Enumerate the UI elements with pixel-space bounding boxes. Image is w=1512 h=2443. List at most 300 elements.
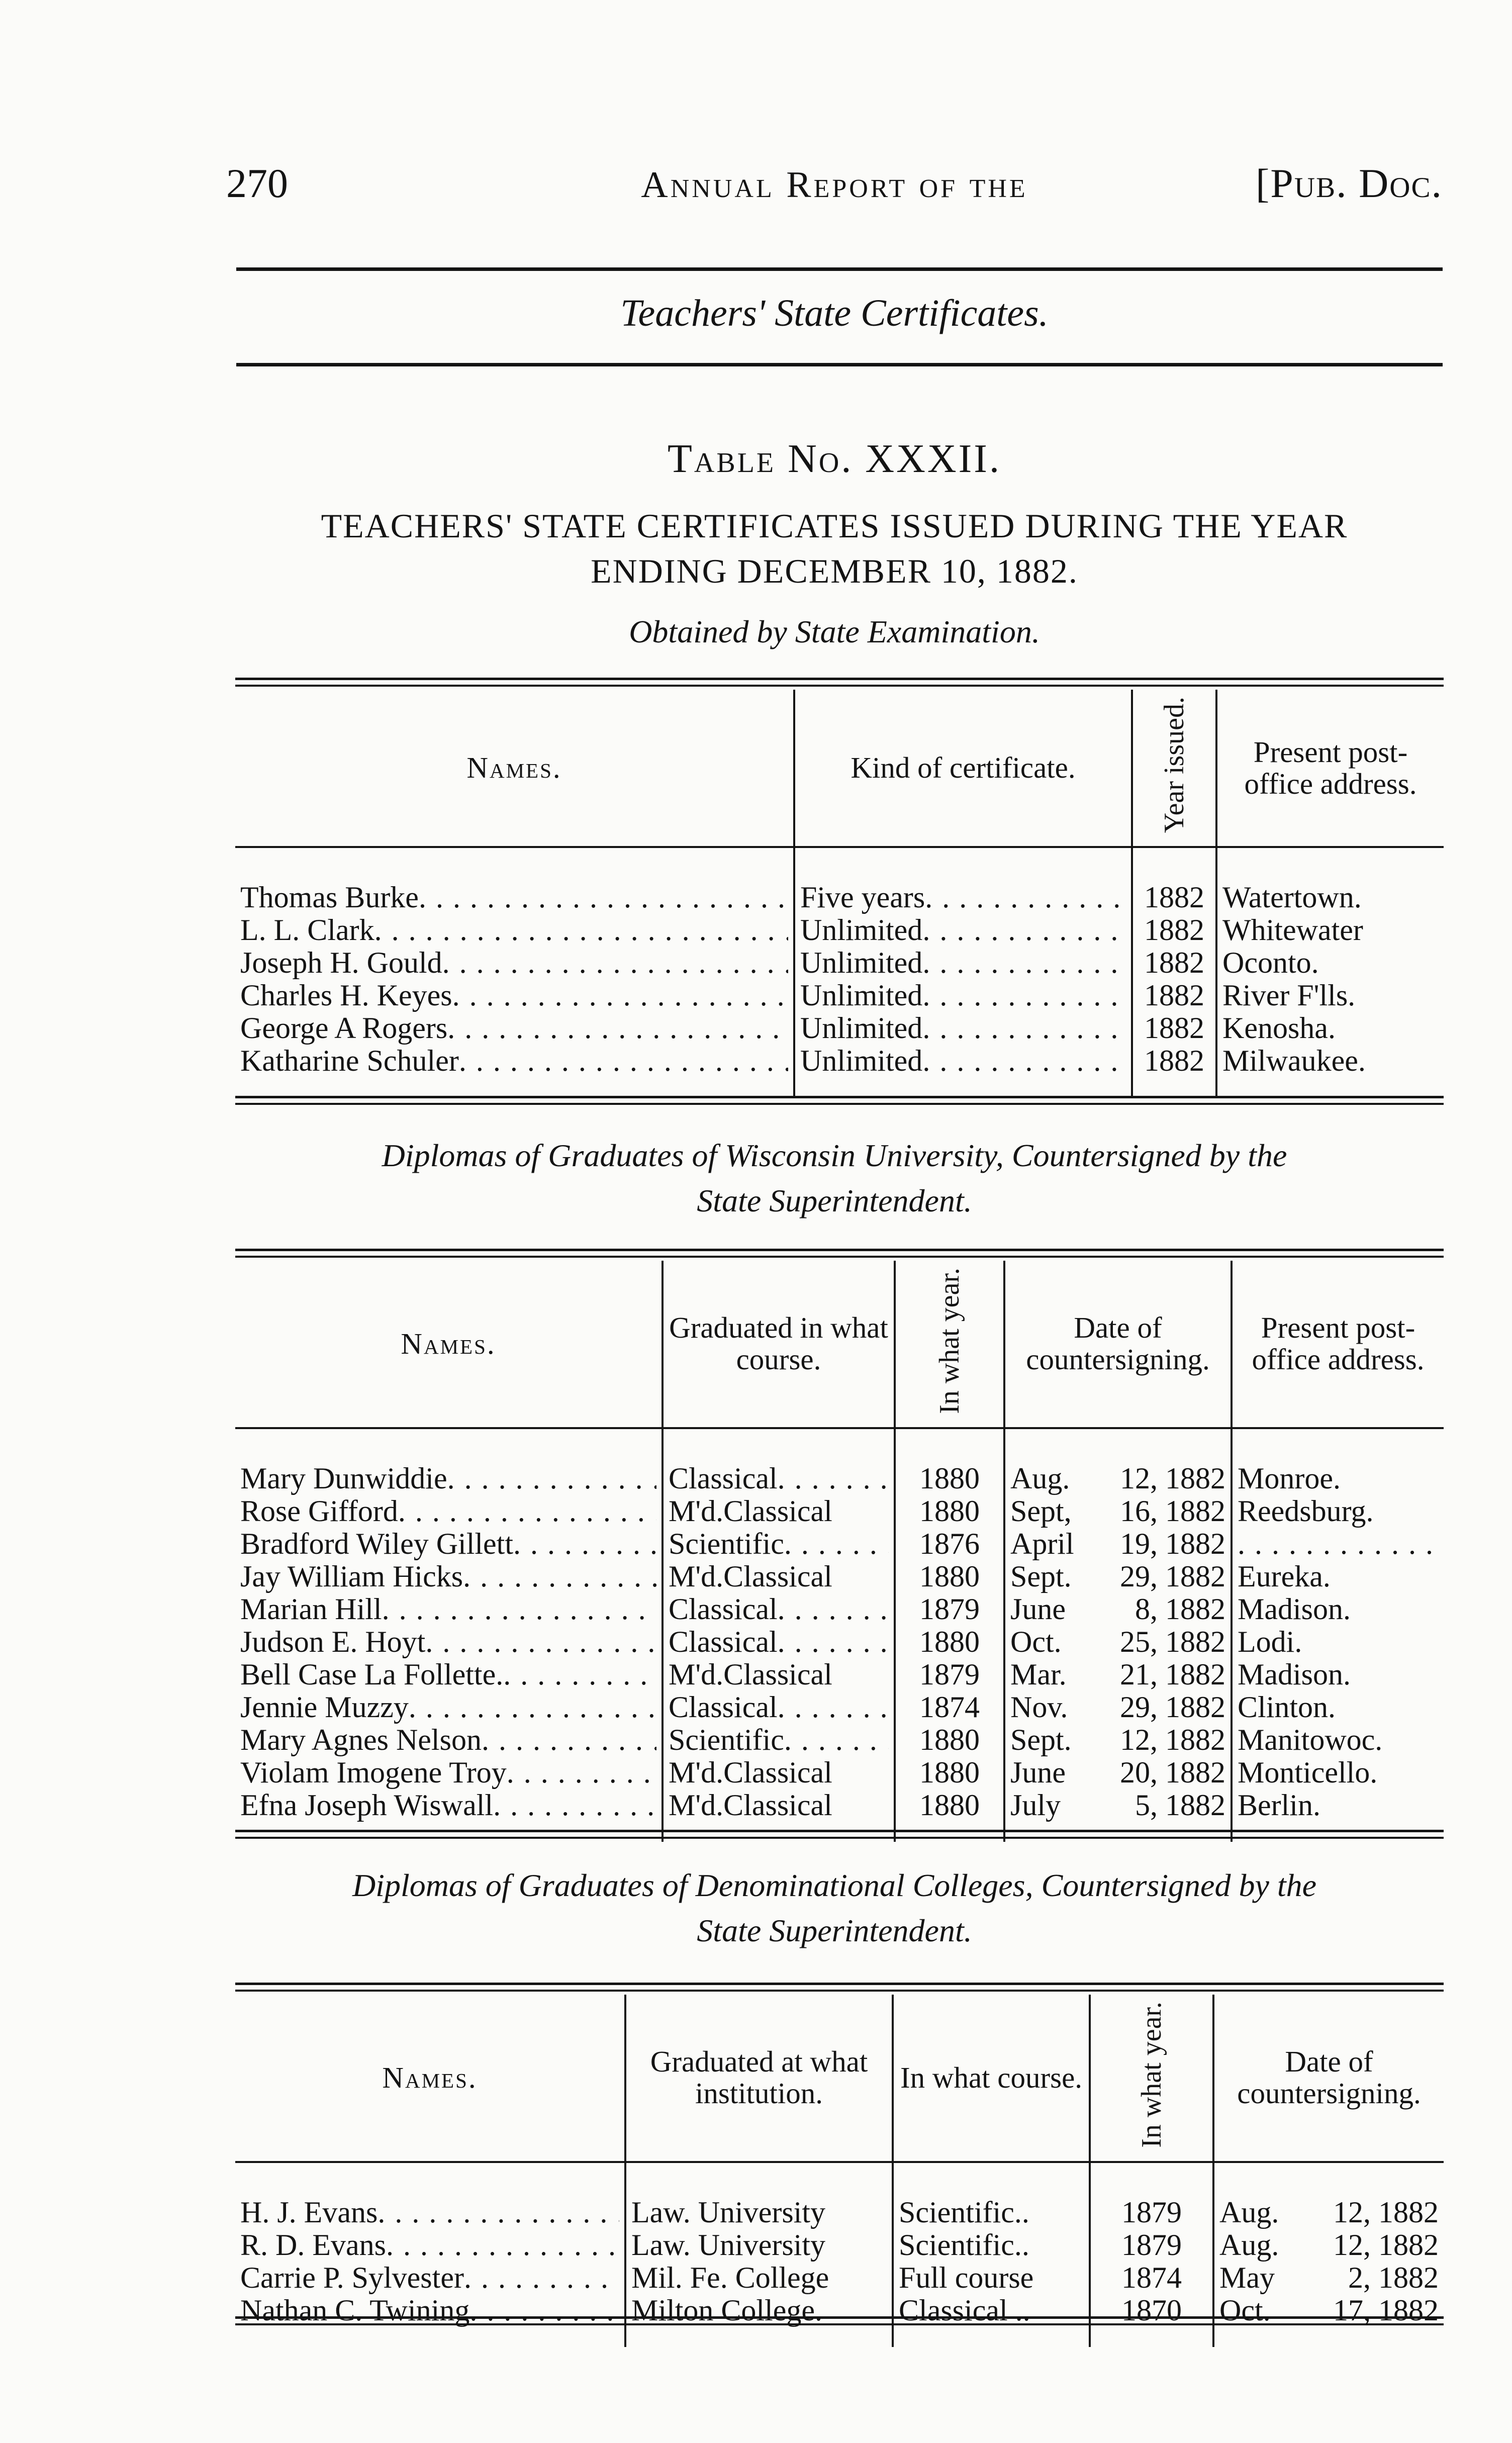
exam-year-cell [1132,914,1216,947]
university-course-cell [663,1528,895,1560]
exam-name-cell-text: Thomas Burke [240,881,419,914]
denominational-header-date: Date of countersigning. [1213,1995,1444,2162]
university-table-body [235,1428,1444,1842]
university-address-cell [1232,1528,1444,1560]
university-date-cell-month: June [1010,1592,1066,1626]
exam-kind-cell-wrap [800,1012,1126,1045]
university-address-cell-text: Reedsburg. [1238,1494,1374,1528]
exam-year-cell-text: 1882 [1144,914,1204,947]
exam-name-cell-wrap [240,881,788,914]
denominational-name-cell-wrap [240,2262,619,2294]
exam-kind-cell-wrap [800,1045,1126,1077]
university-table [235,1261,1444,1842]
denominational-course-cell [893,2262,1090,2294]
exam-name-cell [235,947,794,979]
university-header-date: Date of countersigning. [1004,1261,1232,1428]
university-address-cell-wrap [1238,1528,1439,1560]
university-date-cell-day: 8, 1882 [1135,1592,1225,1626]
dot-leader [482,1724,656,1756]
denominational-institution-cell-text: Law. University [631,2228,826,2262]
denominational-header-institution: Graduated at what institution. [625,1995,893,2162]
university-year-cell [895,1626,1004,1658]
denominational-year-cell-text: 1874 [1121,2261,1182,2294]
university-name-cell [235,1626,663,1658]
table-caption-line-2: ENDING DECEMBER 10, 1882. [591,552,1078,590]
university-course-cell-wrap [669,1691,889,1724]
exam-kind-cell [794,979,1132,1012]
university-address-cell [1232,1495,1444,1528]
denominational-course-cell-text: Scientific.. [899,2196,1029,2229]
denominational-date-cell-day: 12, 1882 [1333,2228,1439,2262]
table-row [235,1012,1444,1045]
denominational-year-cell-text: 1879 [1121,2196,1182,2229]
dot-leader [778,1626,889,1658]
university-name-cell-wrap [240,1528,656,1560]
denominational-institution-cell-text: Milton College. [631,2294,822,2327]
denominational-subtitle-line-2: State Superintendent. [697,1913,972,1948]
table-row [235,1626,1444,1658]
university-date-cell [1004,1691,1232,1724]
denominational-year-cell-text: 1879 [1121,2228,1182,2262]
university-year-cell-text: 1880 [919,1789,980,1822]
exam-address-cell [1216,947,1444,979]
exam-kind-cell [794,1012,1132,1045]
university-date-cell [1004,1528,1232,1560]
denominational-date-cell-day: 17, 1882 [1333,2294,1439,2327]
dot-leader [922,914,1126,947]
university-subtitle-line-1: Diplomas of Graduates of Wisconsin University, Countersigned by the [382,1138,1287,1173]
denominational-date-cell [1213,2229,1444,2262]
table-row [235,1560,1444,1593]
university-date-cell-day: 16, 1882 [1120,1494,1225,1528]
denominational-name-cell [235,2229,625,2262]
university-date-cell-wrap [1010,1789,1225,1822]
denominational-date-cell-month: Aug. [1219,2228,1279,2262]
exam-year-cell [1132,979,1216,1012]
university-year-cell-text: 1880 [919,1494,980,1528]
university-course-cell-text: M'd.Classical [669,1789,832,1822]
exam-header-year [1132,690,1216,847]
university-year-cell [895,1724,1004,1756]
table-row [235,947,1444,979]
exam-kind-cell [794,914,1132,947]
dot-leader [1238,1528,1439,1560]
university-year-cell [895,1528,1004,1560]
exam-name-cell-text: L. L. Clark [240,914,374,947]
dot-leader [464,2262,619,2294]
exam-kind-cell-wrap [800,881,1126,914]
university-course-cell-text: M'd.Classical [669,1560,832,1593]
university-header-names: Names. [235,1261,663,1428]
denominational-table-bottom-rule [235,2316,1444,2325]
university-course-cell [663,1756,895,1789]
table-row [235,1495,1444,1528]
denominational-year-cell [1090,2262,1213,2294]
university-name-cell-wrap [240,1462,656,1495]
university-course-cell [663,1495,895,1528]
university-name-cell [235,1560,663,1593]
university-name-cell-wrap [240,1658,656,1691]
university-address-cell-text: Eureka. [1238,1560,1331,1593]
university-date-cell-wrap [1010,1528,1225,1560]
dot-leader [398,1495,656,1528]
university-address-cell [1232,1658,1444,1691]
university-date-cell-month: Sept. [1010,1560,1072,1593]
university-course-cell [663,1724,895,1756]
exam-name-cell [235,1012,794,1045]
university-course-cell-wrap [669,1528,889,1560]
university-year-cell-text: 1880 [919,1560,980,1593]
dot-leader [925,881,1126,914]
exam-header-address: Present post-office address. [1216,690,1444,847]
university-name-cell [235,1756,663,1789]
denominational-name-cell-wrap [240,2196,619,2229]
university-year-cell [895,1462,1004,1495]
university-course-cell-text: Classical [669,1462,778,1495]
denominational-header-year [1090,1995,1213,2162]
denominational-name-cell-text: Carrie P. Sylvester [240,2261,464,2294]
university-address-cell [1232,1626,1444,1658]
exam-name-cell [235,979,794,1012]
university-course-cell-text: Scientific [669,1723,784,1756]
exam-kind-cell-text: Unlimited [800,1012,923,1045]
section-title: Teachers' State Certificates. [620,292,1049,334]
table-row [235,2196,1444,2229]
dot-leader [503,1658,656,1691]
exam-kind-cell [794,1045,1132,1097]
university-date-cell-wrap [1010,1724,1225,1756]
university-course-cell [663,1560,895,1593]
exam-kind-cell-text: Five years [800,881,925,914]
university-address-cell-text: Madison. [1238,1592,1351,1626]
university-date-cell [1004,1560,1232,1593]
exam-name-cell-wrap [240,979,788,1012]
university-name-cell-wrap [240,1495,656,1528]
university-address-cell [1232,1593,1444,1626]
exam-address-cell-text: River F'lls. [1222,979,1356,1012]
denominational-course-cell [893,2229,1090,2262]
university-table-top-rule [235,1249,1444,1258]
university-date-cell-month: Sept, [1010,1494,1072,1528]
denominational-course-cell-text: Classical .. [899,2294,1030,2327]
university-name-cell-wrap [240,1724,656,1756]
dot-leader [409,1691,656,1724]
exam-name-cell-wrap [240,914,788,947]
table-caption-line-1: TEACHERS' STATE CERTIFICATES ISSUED DURING THE YEAR [321,507,1348,545]
university-date-cell-month: Sept. [1010,1723,1072,1756]
university-date-cell-wrap [1010,1658,1225,1691]
document-reference: [Pub. Doc. [1256,160,1443,206]
university-name-cell-text: Bell Case La Follette. [240,1658,504,1691]
university-address-cell-text: Madison. [1238,1658,1351,1691]
university-date-cell-wrap [1010,1691,1225,1724]
denominational-course-cell-text: Scientific.. [899,2228,1029,2262]
university-year-cell-text: 1880 [919,1625,980,1658]
university-date-cell [1004,1462,1232,1495]
university-course-cell [663,1462,895,1495]
university-name-cell-text: Jennie Muzzy [240,1690,409,1724]
denominational-year-cell [1090,2196,1213,2229]
university-header-course: Graduated in what course. [663,1261,895,1428]
dot-leader [507,1756,656,1789]
exam-year-cell-text: 1882 [1144,947,1204,980]
exam-table-bottom-rule [235,1096,1444,1105]
university-year-cell-text: 1880 [919,1462,980,1495]
university-name-cell [235,1691,663,1724]
university-name-cell-wrap [240,1789,656,1822]
university-address-cell-text: Monticello. [1238,1756,1378,1789]
university-address-cell [1232,1691,1444,1724]
university-name-cell [235,1528,663,1560]
denominational-name-cell [235,2262,625,2294]
exam-kind-cell-text: Unlimited [800,947,923,980]
exam-name-cell [235,1045,794,1097]
university-name-cell-text: Jay William Hicks [240,1560,463,1593]
exam-year-cell-text: 1882 [1144,1012,1204,1045]
university-address-cell [1232,1756,1444,1789]
denominational-table-top-rule [235,1983,1444,1992]
denominational-table [235,1995,1444,2347]
university-date-cell-day: 21, 1882 [1120,1658,1225,1691]
university-name-cell-text: Rose Gifford [240,1494,398,1528]
university-date-cell-wrap [1010,1626,1225,1658]
exam-header-kind: Kind of certificate. [794,690,1132,847]
dot-leader [442,947,788,979]
university-date-cell-wrap [1010,1593,1225,1626]
university-course-cell-wrap [669,1626,889,1658]
exam-name-cell-wrap [240,947,788,979]
university-course-cell [663,1691,895,1724]
denominational-header-row [235,1995,1444,2162]
university-date-cell-month: Nov. [1010,1690,1068,1724]
university-date-cell-month: June [1010,1756,1066,1789]
university-course-cell-text: Classical [669,1592,778,1626]
exam-name-cell [235,914,794,947]
denominational-date-cell [1213,2196,1444,2229]
table-row [235,1658,1444,1691]
university-date-cell-day: 20, 1882 [1120,1756,1225,1789]
university-course-cell [663,1626,895,1658]
exam-name-cell-text: George A Rogers [240,1012,448,1045]
exam-address-cell [1216,881,1444,914]
university-name-cell [235,1724,663,1756]
denominational-header-course: In what course. [893,1995,1090,2162]
table-row [235,1691,1444,1724]
dot-leader [778,1691,889,1724]
table-row [235,1528,1444,1560]
university-date-cell [1004,1724,1232,1756]
university-year-cell-text: 1879 [919,1592,980,1626]
dot-leader [419,881,788,914]
university-date-cell-month: Mar. [1010,1658,1067,1691]
university-subtitle-line-2: State Superintendent. [697,1183,972,1218]
university-header-year [895,1261,1004,1428]
exam-year-cell-text: 1882 [1144,1045,1204,1078]
table-row [235,1462,1444,1495]
dot-leader [784,1528,889,1560]
university-date-cell-day: 25, 1882 [1120,1625,1225,1658]
exam-address-cell [1216,1012,1444,1045]
denominational-institution-cell [625,2262,893,2294]
exam-kind-cell [794,881,1132,914]
exam-year-cell-text: 1882 [1144,979,1204,1012]
dot-leader [386,2229,619,2262]
exam-kind-cell-wrap [800,947,1126,979]
denominational-date-cell-wrap [1219,2196,1439,2229]
dot-leader [493,1789,656,1822]
university-course-cell-text: M'd.Classical [669,1756,832,1789]
exam-address-cell-text: Kenosha. [1222,1012,1336,1045]
table-row [235,2229,1444,2262]
university-date-cell-wrap [1010,1560,1225,1593]
exam-name-cell-text: Charles H. Keyes [240,979,452,1012]
university-date-cell [1004,1495,1232,1528]
exam-kind-cell-text: Unlimited [800,914,923,947]
exam-kind-cell-wrap [800,914,1126,947]
exam-kind-cell-text: Unlimited [800,979,923,1012]
exam-address-cell [1216,979,1444,1012]
exam-name-cell-wrap [240,1012,788,1045]
page-number: 270 [226,160,288,206]
university-year-cell-text: 1880 [919,1756,980,1789]
university-name-cell-text: Efna Joseph Wiswall [240,1789,494,1822]
university-address-cell-text: Lodi. [1238,1625,1302,1658]
university-course-cell-wrap [669,1462,889,1495]
exam-year-cell [1132,1012,1216,1045]
university-course-cell-text: Classical [669,1690,778,1724]
denominational-date-cell [1213,2262,1444,2294]
exam-name-cell [235,881,794,914]
exam-header-names: Names. [235,690,794,847]
exam-year-cell-text: 1882 [1144,881,1204,914]
dot-leader [374,914,788,947]
university-date-cell-day: 5, 1882 [1135,1789,1225,1822]
university-header-year-text: In what year. [934,1268,965,1414]
university-name-cell-wrap [240,1560,656,1593]
exam-header-row [235,690,1444,847]
exam-name-cell-wrap [240,1045,788,1077]
dot-leader [922,947,1126,979]
university-address-cell [1232,1560,1444,1593]
university-date-cell [1004,1658,1232,1691]
university-year-cell [895,1560,1004,1593]
university-year-cell [895,1593,1004,1626]
university-date-cell [1004,1593,1232,1626]
dot-leader [778,1462,889,1495]
exam-header-year-text: Year issued. [1159,697,1190,833]
exam-address-cell [1216,914,1444,947]
university-year-cell [895,1495,1004,1528]
dot-leader [778,1593,889,1626]
table-row [235,1045,1444,1097]
university-name-cell-wrap [240,1626,656,1658]
dot-leader [513,1528,656,1560]
denominational-name-cell-text: R. D. Evans [240,2228,386,2262]
university-date-cell-day: 19, 1882 [1120,1527,1225,1560]
university-course-cell [663,1658,895,1691]
university-name-cell-wrap [240,1756,656,1789]
university-course-cell-text: M'd.Classical [669,1658,832,1691]
dot-leader [452,979,788,1012]
denominational-institution-cell-text: Law. University [631,2196,826,2229]
university-table-bottom-rule [235,1830,1444,1839]
denominational-subtitle-line-1: Diplomas of Graduates of Denominational Colleges, Countersigned by the [352,1867,1317,1903]
table-number: Table No. XXXII. [668,437,1001,481]
university-date-cell-day: 12, 1882 [1120,1723,1225,1756]
denominational-name-cell-text: H. J. Evans [240,2196,378,2229]
exam-address-cell-text: Watertown. [1222,881,1362,914]
denominational-institution-cell [625,2229,893,2262]
university-year-cell [895,1658,1004,1691]
dot-leader [922,979,1126,1012]
university-name-cell-wrap [240,1691,656,1724]
table-row [235,1724,1444,1756]
dot-leader [463,1560,656,1593]
university-date-cell-month: Aug. [1010,1462,1070,1495]
dot-leader [922,1012,1126,1045]
university-address-cell [1232,1462,1444,1495]
dot-leader [784,1724,889,1756]
denominational-name-cell-wrap [240,2229,619,2262]
university-address-cell-text: Clinton. [1238,1690,1336,1724]
denominational-date-cell-month: Oct. [1219,2294,1271,2327]
university-date-cell-month: April [1010,1527,1074,1560]
exam-kind-cell-wrap [800,979,1126,1012]
university-year-cell-text: 1880 [919,1723,980,1756]
university-date-cell-day: 29, 1882 [1120,1690,1225,1724]
exam-table-top-rule [235,678,1444,687]
university-year-cell [895,1691,1004,1724]
university-header-row [235,1261,1444,1428]
university-date-cell [1004,1626,1232,1658]
university-address-cell [1232,1724,1444,1756]
denominational-header-names: Names. [235,1995,625,2162]
university-date-cell-wrap [1010,1462,1225,1495]
university-address-cell-text: Berlin. [1238,1789,1320,1822]
exam-name-cell-text: Joseph H. Gould [240,947,442,980]
university-name-cell [235,1593,663,1626]
denominational-course-cell [893,2196,1090,2229]
denominational-course-cell-text: Full course [899,2261,1034,2294]
university-name-cell [235,1658,663,1691]
university-name-cell-text: Violam Imogene Troy [240,1756,507,1789]
table-row [235,1756,1444,1789]
dot-leader [459,1045,788,1077]
denominational-institution-cell-text: Mil. Fe. College [631,2261,829,2294]
exam-table [235,690,1444,1097]
university-name-cell-text: Mary Agnes Nelson [240,1723,482,1756]
denominational-header-year-text: In what year. [1136,2002,1167,2148]
table-row [235,881,1444,914]
university-name-cell-text: Bradford Wiley Gillett [240,1527,514,1560]
denominational-date-cell-month: May [1219,2261,1275,2294]
university-year-cell [895,1756,1004,1789]
denominational-name-cell [235,2196,625,2229]
university-header-address: Present post-office address. [1232,1261,1444,1428]
running-head [226,160,1443,215]
table-row [235,1593,1444,1626]
university-name-cell [235,1495,663,1528]
university-address-cell-text: Manitowoc. [1238,1723,1383,1756]
section-rule [236,363,1443,366]
university-course-cell [663,1593,895,1626]
university-name-cell-wrap [240,1593,656,1626]
university-course-cell-wrap [669,1724,889,1756]
university-course-cell-text: Scientific [669,1527,784,1560]
exam-table-body [235,847,1444,1097]
exam-name-cell-text: Katharine Schuler [240,1045,459,1078]
dot-leader [447,1012,788,1045]
